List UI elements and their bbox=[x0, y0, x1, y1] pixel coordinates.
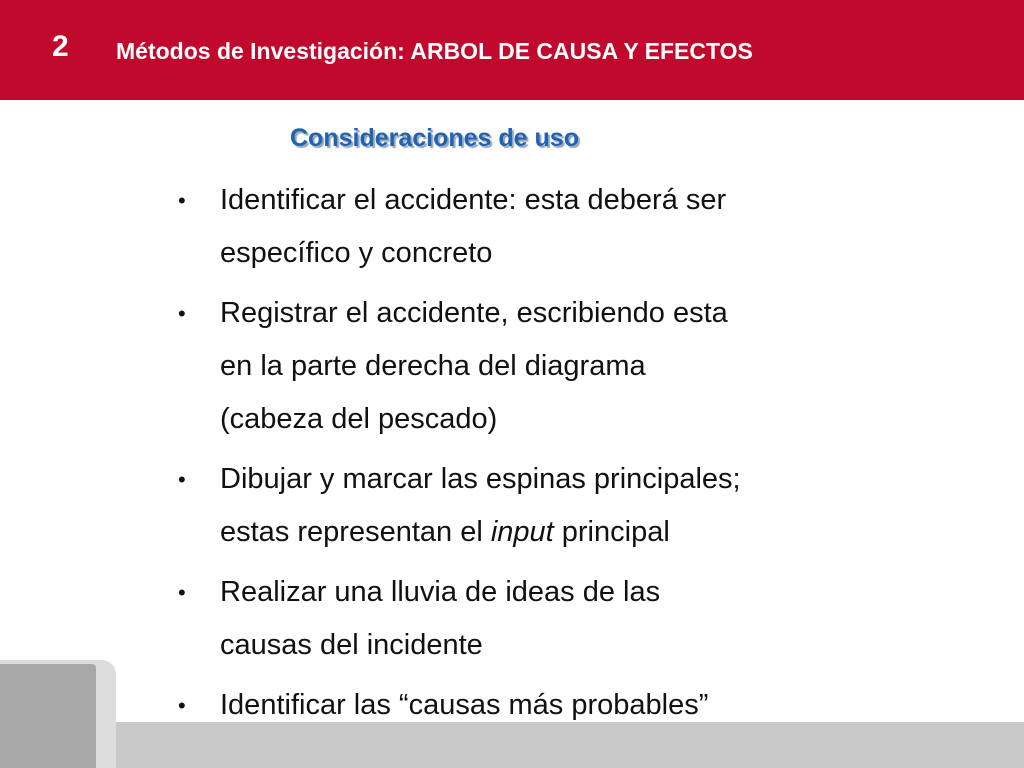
bullet-text: Identificar las “causas más probables” bbox=[220, 689, 709, 721]
title-bar bbox=[0, 0, 1024, 100]
bullet-text: (cabeza del pescado) bbox=[220, 403, 498, 435]
bullet-text: específico y concreto bbox=[220, 237, 493, 269]
bullet-text: estas representan el bbox=[220, 516, 491, 548]
bullet-list bbox=[176, 174, 856, 739]
bullet-icon: • bbox=[178, 188, 186, 213]
slide-title: Métodos de Investigación: ARBOL DE CAUSA Y EFECTOS bbox=[116, 38, 753, 64]
bullet-icon: • bbox=[178, 301, 186, 326]
bullet-emphasis: input bbox=[490, 516, 554, 548]
bullet-item bbox=[176, 174, 856, 280]
bullet-text: Realizar una lluvia de ideas de las bbox=[220, 576, 661, 608]
bullet-text: Registrar el accidente, escribiendo esta bbox=[220, 297, 728, 329]
bullet-item bbox=[176, 566, 856, 672]
footer-corner-block bbox=[0, 664, 96, 768]
bullet-text: causas del incidente bbox=[220, 629, 483, 661]
bullet-item bbox=[176, 287, 856, 446]
slide-number: 2 bbox=[52, 30, 69, 63]
bullet-icon: • bbox=[178, 580, 186, 605]
bullet-text: en la parte derecha del diagrama bbox=[220, 350, 646, 382]
bullet-icon: • bbox=[178, 467, 186, 492]
bullet-text: Dibujar y marcar las espinas principales; bbox=[220, 463, 741, 495]
bullet-text: Identificar el accidente: esta deberá ser bbox=[220, 184, 727, 216]
section-subtitle: Consideraciones de uso bbox=[290, 124, 579, 152]
bullet-icon: • bbox=[178, 693, 186, 718]
bullet-text: principal bbox=[553, 516, 670, 548]
bullet-item bbox=[176, 453, 856, 559]
footer-bar bbox=[0, 722, 1024, 768]
